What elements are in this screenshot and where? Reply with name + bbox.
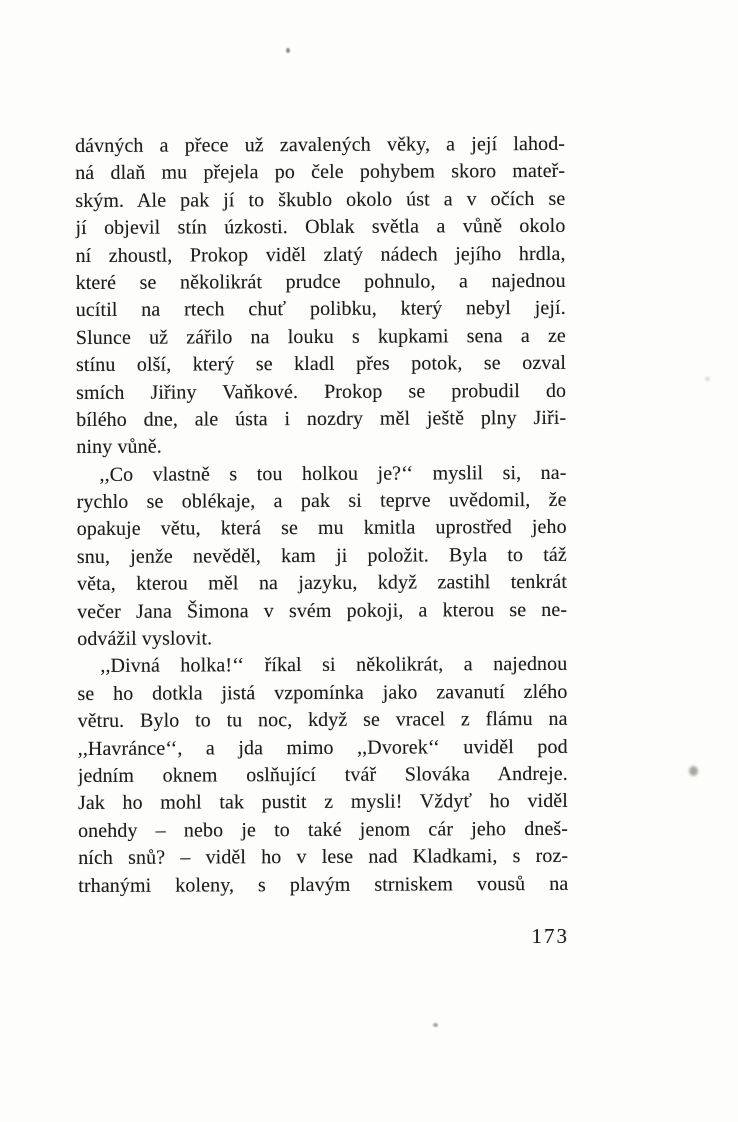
text-line: ní zhoustl, Prokop viděl zlatý nádech jejího hrdla, [75,242,566,267]
text-line-paragraph-end: niny vůně. [76,435,162,459]
text-line: se ho dotkla jistá vzpomínka jako zavanutí zlého [77,680,568,705]
text-line: večer Jana Šimona v svém pokoji, a kterou se ne- [77,598,568,623]
text-line: rychlo se oblékaje, a pak si teprve uvědomil, že [76,488,567,514]
text-line: Slunce už zářilo na louku s kupkami sena a ze [75,324,566,349]
text-line-paragraph-start: ,,Divná holka!‘‘ říkal si několikrát, a najednou [100,653,568,678]
text-line: ních snů? – viděl ho v lese nad Kladkami, s roz- [78,845,569,870]
text-line-paragraph-start: ,,Co vlastně s tou holkou je?‘‘ myslil si, na- [99,461,567,486]
text-line: jí objevil stín úzkosti. Oblak světla a vůně okolo [75,215,566,240]
text-line: Jak ho mohl tak pustit z mysli! Vždyť ho viděl [77,790,568,815]
text-line: ucítil na rtech chuť polibku, který nebyl její. [75,297,566,322]
text-line: bílého dne, ale ústa i nozdry měl ještě plny Jiři- [76,406,567,431]
text-line: ná dlaň mu přejela po čele pohybem skoro mateř- [75,160,566,185]
page-text [75,131,568,900]
text-line: ,,Havránce‘‘, a jda mimo ,,Dvorek‘‘ uviděl pod [77,735,568,760]
text-line: větru. Bylo to tu noc, když se vracel z flámu na [77,708,568,733]
text-line: opakuje větu, která se mu kmitla uprostřed jeho [76,516,567,541]
text-line: dávných a přece už zavalených věky, a její lahod- [75,132,566,157]
text-line: jedním oknem oslňující tvář Slováka Andreje. [77,762,568,787]
text-line: které se několikrát prudce pohnulo, a najednou [75,269,566,294]
text-line: onehdy – nebo je to také jenom cár jeho dneš- [77,817,569,842]
text-line: ským. Ale pak jí to škublo okolo úst a v očích se [75,187,566,212]
text-line: trhanými koleny, s plavým strniskem vousů na [78,872,569,897]
scan-speck [705,377,710,381]
scan-speck [286,48,290,53]
scan-speck [433,1023,438,1027]
text-line: snu, jenže nevěděl, kam ji položit. Byla to táž [76,543,567,568]
text-line-paragraph-end: odvážil vyslovit. [77,627,213,651]
scan-speck [689,766,698,776]
text-line: stínu olší, který se kladl přes potok, se ozval [75,351,567,377]
page-number: 173 [531,924,569,948]
text-line: smích Jiřiny Vaňkové. Prokop se probudil do [76,379,567,404]
text-line: věta, kterou měl na jazyku, když zastihl tenkrát [76,571,568,596]
